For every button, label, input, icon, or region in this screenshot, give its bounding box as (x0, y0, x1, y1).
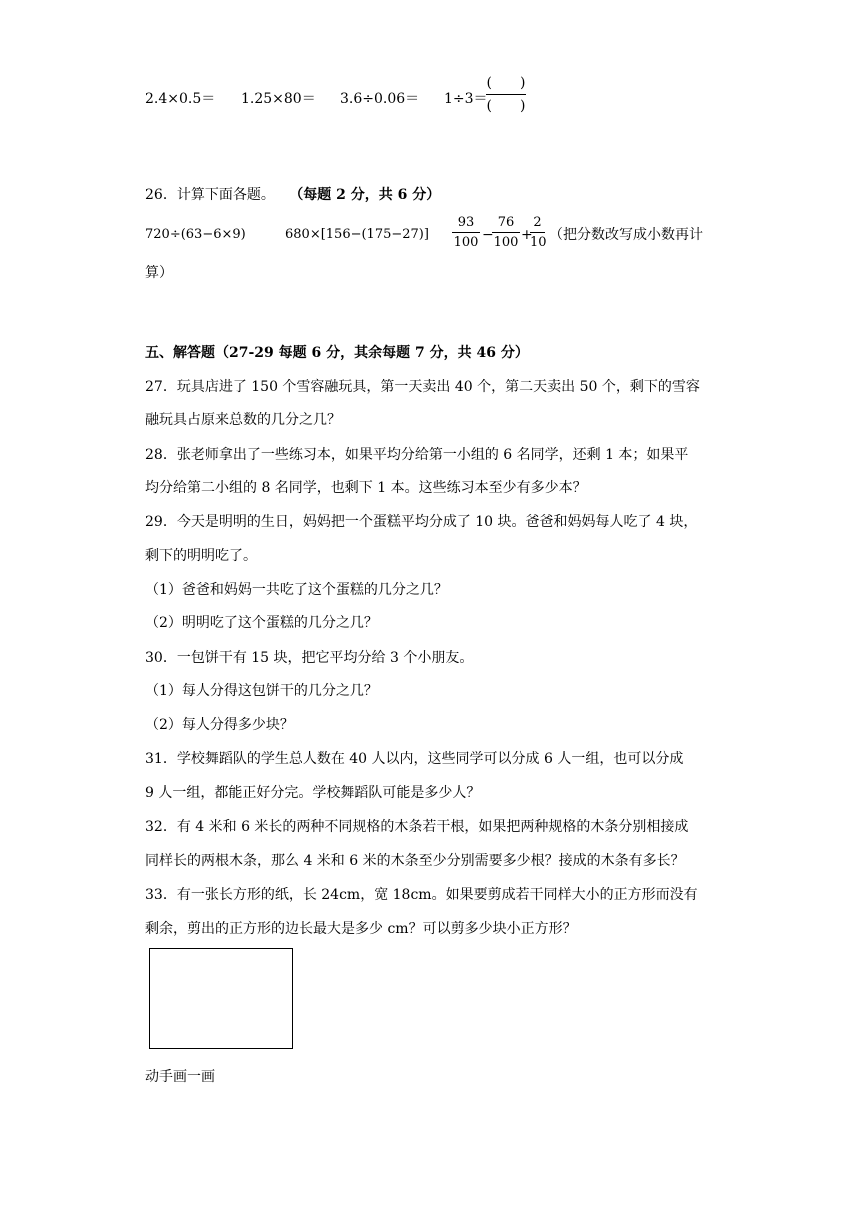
drawing-box[interactable] (149, 948, 293, 1049)
q26-score: （每题 2 分，共 6 分） (289, 187, 441, 203)
problem-28-line-1: 28．张老师拿出了一些练习本，如果平均分给第一小组的 6 名同学，还剩 1 本；如果平 (145, 447, 689, 463)
fraction-denominator: 100 (493, 235, 519, 250)
problem-31-line-2: 9 人一组，都能正好分完。学校舞蹈队可能是多少人？ (145, 785, 481, 801)
section-5-heading: 五、解答题（27-29 每题 6 分，其余每题 7 分，共 46 分） (145, 345, 529, 361)
problem-27-line-2: 融玩具占原来总数的几分之几？ (145, 412, 341, 428)
blank-denominator: ( ) (486, 98, 526, 114)
calc-item-1: 2.4×0.5＝ (145, 91, 216, 107)
problem-32-line-1: 32．有 4 米和 6 米长的两种不同规格的木条若干根，如果把两种规格的木条分别相接成 (145, 819, 689, 835)
problem-29-line-2: 剩下的明明吃了。 (145, 548, 257, 564)
q26-heading: 26．计算下面各题。 (145, 187, 275, 203)
calc-item-2: 1.25×80＝ (241, 91, 316, 107)
problem-33-line-1: 33．有一张长方形的纸，长 24cm，宽 18cm。如果要剪成若干同样大小的正方形而没有 (145, 887, 698, 903)
blank-fraction[interactable] (486, 76, 526, 113)
q26-fraction-2 (492, 216, 520, 249)
blank-numerator: ( ) (486, 75, 526, 91)
minus-sign: − (482, 227, 494, 243)
problem-30-part-1: （1）每人分得这包饼干的几分之几？ (145, 683, 378, 699)
q26-note-continued: 算） (145, 265, 173, 281)
problem-27-line-1: 27．玩具店进了 150 个雪容融玩具，第一天卖出 40 个，第二天卖出 50 个，剩下的雪容 (145, 379, 700, 395)
calc-item-4: 1÷3＝ (444, 91, 488, 107)
drawing-caption: 动手画一画 (145, 1069, 215, 1085)
q26-expression-2: 680×[156−(175−27)] (285, 227, 429, 242)
q26-fraction-1 (452, 216, 480, 249)
fraction-denominator: 10 (530, 235, 547, 250)
q26-expression-1: 720÷(63−6×9) (145, 227, 246, 242)
calc-item-3: 3.6÷0.06＝ (340, 91, 420, 107)
problem-30-part-2: （2）每人分得多少块？ (145, 717, 294, 733)
q26-note: （把分数改写成小数再计 (549, 227, 703, 243)
problem-33-line-2: 剩余，剪出的正方形的边长最大是多少 cm？可以剪多少块小正方形？ (145, 921, 577, 937)
fraction-numerator: 2 (533, 215, 542, 230)
problem-29-line-1: 29．今天是明明的生日，妈妈把一个蛋糕平均分成了 10 块。爸爸和妈妈每人吃了 4 块， (145, 514, 698, 530)
problem-29-part-1: （1）爸爸和妈妈一共吃了这个蛋糕的几分之几？ (145, 582, 448, 598)
problem-31-line-1: 31．学校舞蹈队的学生总人数在 40 人以内，这些同学可以分成 6 人一组，也可以分成 (145, 751, 684, 767)
problem-32-line-2: 同样长的两根木条，那么 4 米和 6 米的木条至少分别需要多少根？接成的木条有多长？ (145, 853, 685, 869)
fraction-denominator: 100 (453, 235, 479, 250)
problem-28-line-2: 均分给第二小组的 8 名同学，也剩下 1 本。这些练习本至少有多少本？ (145, 480, 587, 496)
q26-fraction-3 (530, 216, 545, 249)
fraction-numerator: 76 (497, 215, 515, 230)
fraction-numerator: 93 (457, 215, 475, 230)
plus-sign: + (521, 227, 533, 243)
problem-29-part-2: （2）明明吃了这个蛋糕的几分之几？ (145, 615, 378, 631)
q26-heading-line (145, 188, 440, 202)
problem-30-line-1: 30．一包饼干有 15 块，把它平均分给 3 个小朋友。 (145, 650, 474, 666)
